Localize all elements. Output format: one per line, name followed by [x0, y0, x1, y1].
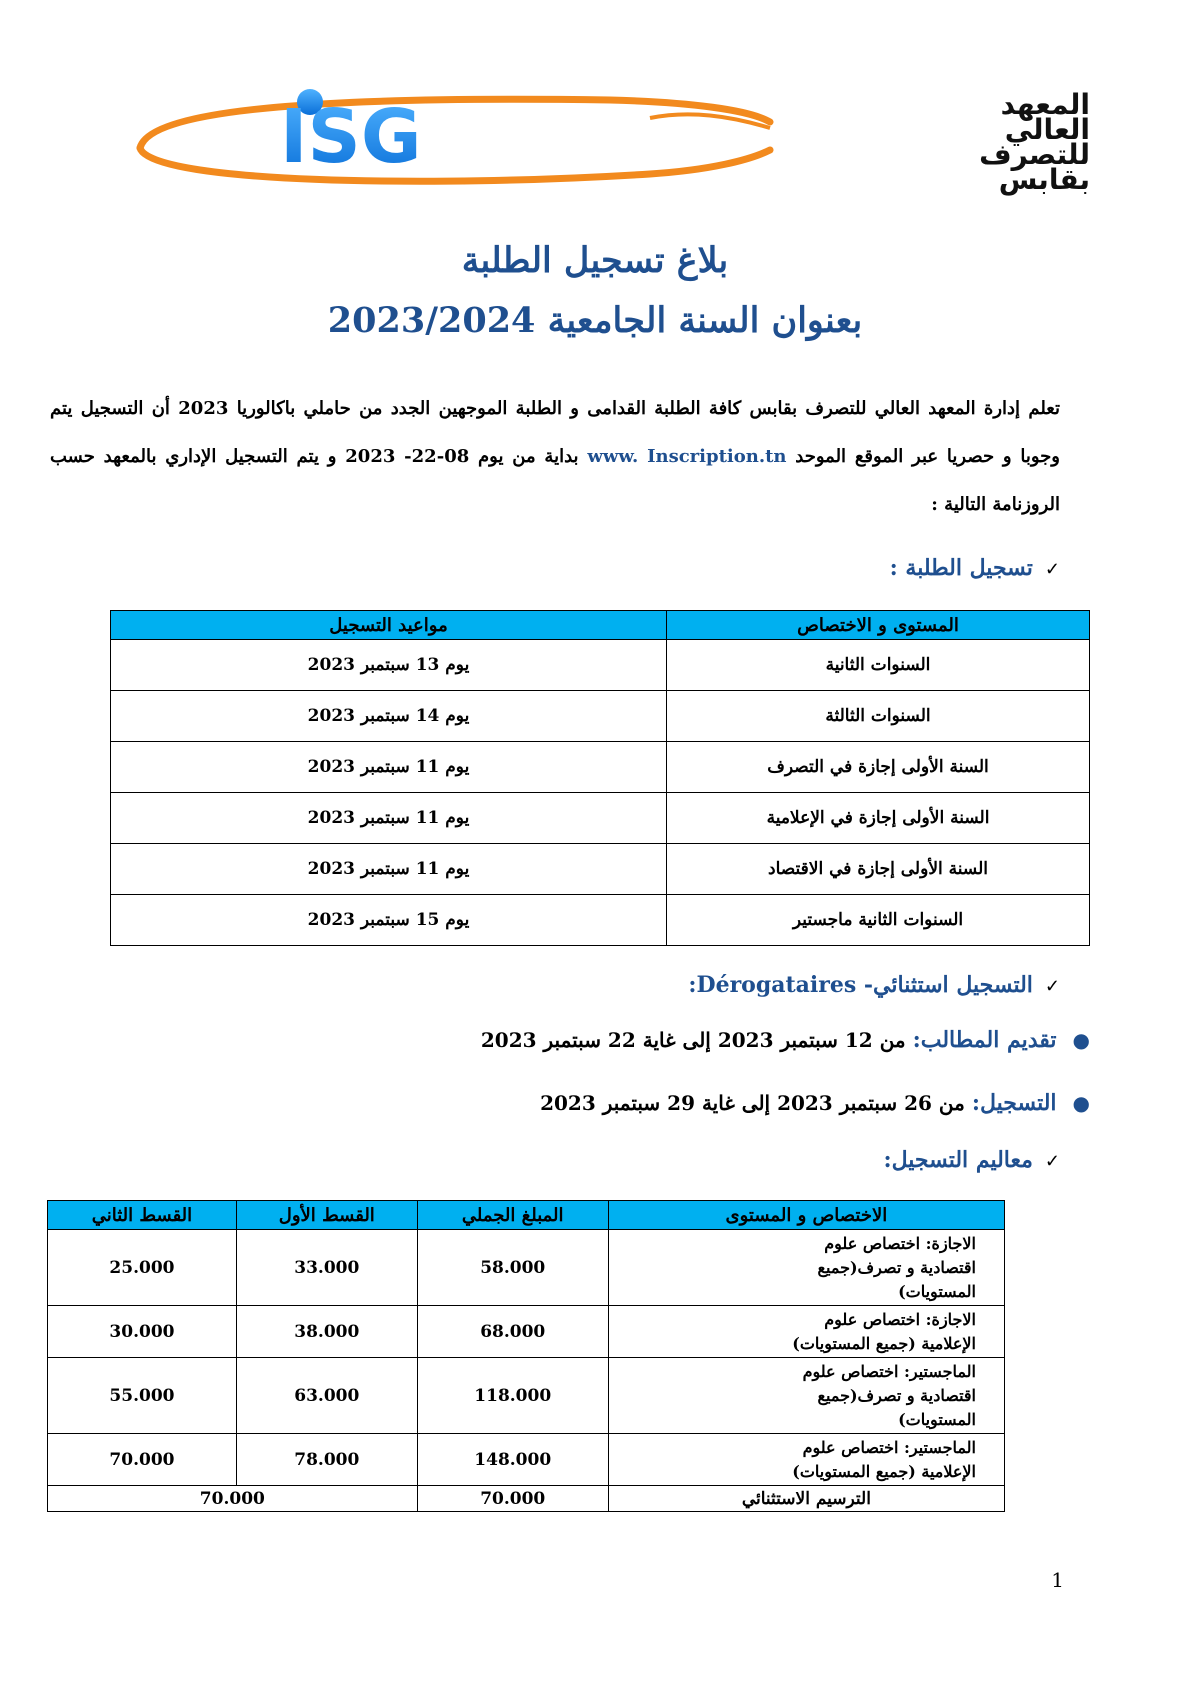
date-cell: يوم 11 سبتمبر 2023 — [111, 742, 667, 793]
section-title: تسجيل الطلبة : — [889, 555, 1033, 581]
bullet-icon: ● — [1072, 1091, 1090, 1115]
section-student-registration — [890, 555, 1060, 581]
section-title: التسجيل استثنائي- Dérogataires: — [688, 972, 1033, 998]
bullet-item — [481, 1027, 1090, 1053]
level-line: الماجستير: اختصاص علوم — [802, 1437, 976, 1457]
total-cell: 68.000 — [417, 1306, 608, 1358]
date-cell: يوم 13 سبتمبر 2023 — [111, 640, 667, 691]
date-cell: يوم 11 سبتمبر 2023 — [111, 793, 667, 844]
first-installment-cell: 63.000 — [236, 1358, 417, 1434]
level-cell: السنوات الثانية ماجستير — [667, 895, 1090, 946]
fees-table — [47, 1200, 1005, 1512]
column-header: القسط الثاني — [48, 1201, 237, 1230]
page-title: بلاغ تسجيل الطلبة — [461, 240, 729, 281]
installments-cell: 70.000 — [48, 1486, 418, 1512]
level-cell: السنوات الثانية — [667, 640, 1090, 691]
second-installment-cell: 55.000 — [48, 1358, 237, 1434]
intro-text-1: تعلم إدارة المعهد العالي للتصرف بقابس كافة الطلبة القدامى و الطلبة الموجهين الجدد من حاملي باكالوريا 2023 أن التسجيل يتم وجوبا و حصريا عبر الموقع الموحد — [50, 398, 1060, 467]
page-subtitle: بعنوان السنة الجامعية 2023/2024 — [327, 300, 863, 341]
bullet-label: التسجيل: — [971, 1090, 1057, 1116]
level-cell: السنة الأولى إجازة في التصرف — [667, 742, 1090, 793]
column-header: الاختصاص و المستوى — [608, 1201, 1004, 1230]
date-cell: يوم 11 سبتمبر 2023 — [111, 844, 667, 895]
bullet-text: من 26 سبتمبر 2023 إلى غاية 29 سبتمبر 2023 — [540, 1091, 972, 1115]
level-cell: الترسيم الاستثنائي — [608, 1486, 1004, 1512]
logo-ar-line: بقابس — [998, 163, 1090, 196]
table-row — [48, 1486, 1005, 1512]
logo-ar-line: العالي — [1004, 113, 1090, 146]
level-line: الإعلامية (جميع المستويات) — [792, 1461, 976, 1481]
level-line: المستويات) — [898, 1281, 976, 1301]
first-installment-cell: 78.000 — [236, 1434, 417, 1486]
table-row — [48, 1306, 1005, 1358]
table-row — [48, 1230, 1005, 1306]
first-installment-cell: 33.000 — [236, 1230, 417, 1306]
table-row — [111, 691, 1090, 742]
section-exceptional-registration — [688, 972, 1060, 998]
column-header: المبلغ الجملي — [417, 1201, 608, 1230]
level-line: الماجستير: اختصاص علوم — [802, 1361, 976, 1381]
logo-latin-text: ISG — [280, 94, 422, 180]
check-icon: ✓ — [1044, 976, 1060, 997]
table-row — [111, 844, 1090, 895]
second-installment-cell: 70.000 — [48, 1434, 237, 1486]
logo-ar-line: للتصرف — [979, 138, 1090, 171]
table-row — [48, 1358, 1005, 1434]
level-cell — [608, 1306, 1004, 1358]
level-line: المستويات) — [898, 1409, 976, 1429]
table-header-row — [48, 1201, 1005, 1230]
table-row — [111, 895, 1090, 946]
level-cell: السنة الأولى إجازة في الإعلامية — [667, 793, 1090, 844]
level-cell — [608, 1230, 1004, 1306]
logo-arabic-text — [850, 88, 1090, 196]
logo-ar-line: المعهد — [1000, 88, 1090, 121]
date-cell: يوم 14 سبتمبر 2023 — [111, 691, 667, 742]
check-icon: ✓ — [1044, 559, 1060, 580]
column-header: المستوى و الاختصاص — [667, 611, 1090, 640]
bullet-item — [540, 1090, 1090, 1116]
second-installment-cell: 30.000 — [48, 1306, 237, 1358]
table-row — [111, 742, 1090, 793]
level-cell — [608, 1358, 1004, 1434]
intro-paragraph — [50, 385, 1060, 529]
isg-logo — [130, 88, 1090, 198]
bullet-label: تقديم المطالب: — [912, 1027, 1057, 1053]
level-line: الإعلامية (جميع المستويات) — [792, 1333, 976, 1353]
level-line: الاجازة: اختصاص علوم — [824, 1233, 976, 1253]
section-registration-fees — [883, 1147, 1060, 1173]
total-cell: 70.000 — [417, 1486, 608, 1512]
section-title: معاليم التسجيل: — [883, 1147, 1033, 1173]
total-cell: 118.000 — [417, 1358, 608, 1434]
registration-schedule-table — [110, 610, 1090, 946]
table-header-row — [111, 611, 1090, 640]
website-link[interactable]: www. Inscription.tn — [587, 446, 787, 467]
check-icon: ✓ — [1044, 1151, 1060, 1172]
level-cell: السنوات الثالثة — [667, 691, 1090, 742]
date-cell: يوم 15 سبتمبر 2023 — [111, 895, 667, 946]
table-row — [48, 1434, 1005, 1486]
total-cell: 148.000 — [417, 1434, 608, 1486]
level-line: الاجازة: اختصاص علوم — [824, 1309, 976, 1329]
level-line: اقتصادية و تصرف(جميع — [817, 1385, 976, 1405]
total-cell: 58.000 — [417, 1230, 608, 1306]
bullet-icon: ● — [1072, 1028, 1090, 1052]
page-number: 1 — [1051, 1568, 1064, 1592]
second-installment-cell: 25.000 — [48, 1230, 237, 1306]
table-row — [111, 793, 1090, 844]
table-row — [111, 640, 1090, 691]
first-installment-cell: 38.000 — [236, 1306, 417, 1358]
column-header: مواعيد التسجيل — [111, 611, 667, 640]
level-line: اقتصادية و تصرف(جميع — [817, 1257, 976, 1277]
bullet-text: من 12 سبتمبر 2023 إلى غاية 22 سبتمبر 2023 — [480, 1028, 913, 1052]
level-cell — [608, 1434, 1004, 1486]
column-header: القسط الأول — [236, 1201, 417, 1230]
intro-text-2: بداية من يوم 08-22- 2023 و يتم التسجيل الإداري بالمعهد حسب الروزنامة التالية : — [50, 446, 1060, 515]
level-cell: السنة الأولى إجازة في الاقتصاد — [667, 844, 1090, 895]
